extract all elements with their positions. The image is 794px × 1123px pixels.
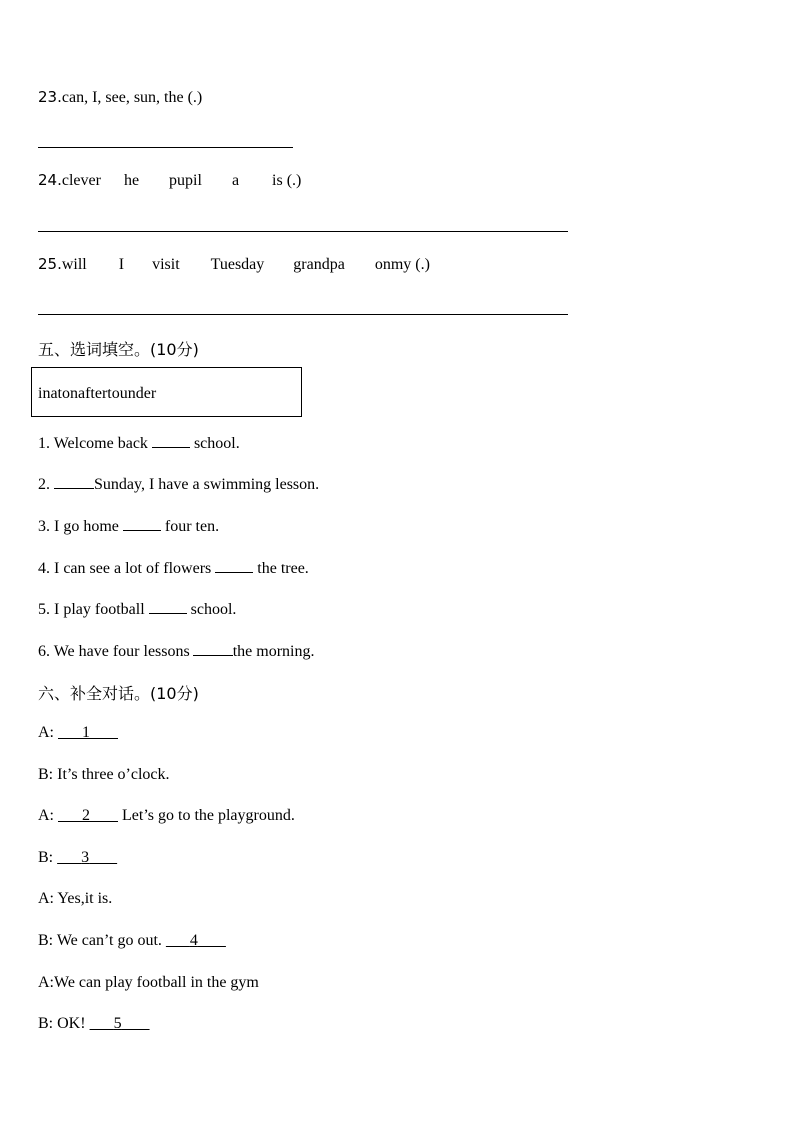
word: will: [61, 256, 87, 273]
question-23: [38, 88, 202, 107]
dialogue-blank[interactable]: 4: [189, 932, 198, 949]
fill-blank[interactable]: [193, 641, 233, 656]
word: pupil: [169, 172, 202, 189]
question-number: 23.: [38, 88, 62, 106]
word-bank-box: [31, 367, 302, 417]
section-6-title: 六、补全对话。(10分): [38, 684, 199, 703]
word: clever: [61, 172, 101, 189]
word: a: [231, 172, 240, 189]
dialogue-blank[interactable]: 2: [82, 807, 90, 824]
fill-item-4: 4. I can see a lot of flowers the tree.: [38, 560, 309, 577]
dialogue-blank[interactable]: 5: [113, 1015, 122, 1032]
word: I: [118, 256, 125, 273]
question-number: 25.: [38, 255, 62, 273]
dialogue-line: B: We can’t go out. 4: [38, 932, 226, 950]
word: is (.): [272, 172, 302, 189]
dialogue-line: A: 2 Let’s go to the playground.: [38, 807, 295, 824]
fill-blank[interactable]: [215, 558, 253, 573]
question-24: [38, 171, 301, 190]
word-bank: inatonaftertounder: [38, 385, 157, 402]
fill-blank[interactable]: [149, 599, 187, 614]
word: grandpa: [293, 256, 345, 273]
answer-line-23[interactable]: [38, 147, 293, 148]
fill-blank[interactable]: [152, 433, 190, 448]
answer-line-25[interactable]: [38, 314, 568, 315]
fill-item-2: 2. Sunday, I have a swimming lesson.: [38, 476, 320, 493]
word: onmy (.): [374, 256, 430, 273]
dialogue-line: B: 3: [38, 849, 117, 867]
dialogue-line: B: It’s three o’clock.: [38, 766, 170, 783]
dialogue-blank[interactable]: 3: [81, 849, 90, 866]
fill-item-3: 3. I go home four ten.: [38, 518, 220, 535]
dialogue-line: A: ​ 1: [38, 724, 118, 742]
fill-item-1: 1. Welcome back school.: [38, 435, 240, 452]
question-25: [38, 255, 430, 274]
question-number: 24.: [38, 171, 62, 189]
fill-item-6: 6. We have four lessons the morning.: [38, 643, 315, 660]
word: he: [123, 172, 140, 189]
fill-blank[interactable]: [123, 516, 161, 531]
dialogue-line: A:We can play football in the gym: [38, 974, 259, 991]
answer-line-24[interactable]: [38, 231, 568, 232]
word: Tuesday: [210, 256, 265, 273]
word: visit: [152, 256, 180, 273]
dialogue-line: A: Yes,it is.: [38, 890, 113, 907]
section-5-title: 五、选词填空。(10分): [38, 340, 199, 359]
fill-blank[interactable]: [54, 474, 94, 489]
fill-item-5: 5. I play football school.: [38, 601, 237, 618]
question-words: can, I, see, sun, the (.): [61, 89, 203, 106]
dialogue-blank[interactable]: ​ 1: [58, 724, 90, 741]
dialogue-line: B: OK! 5: [38, 1015, 150, 1033]
